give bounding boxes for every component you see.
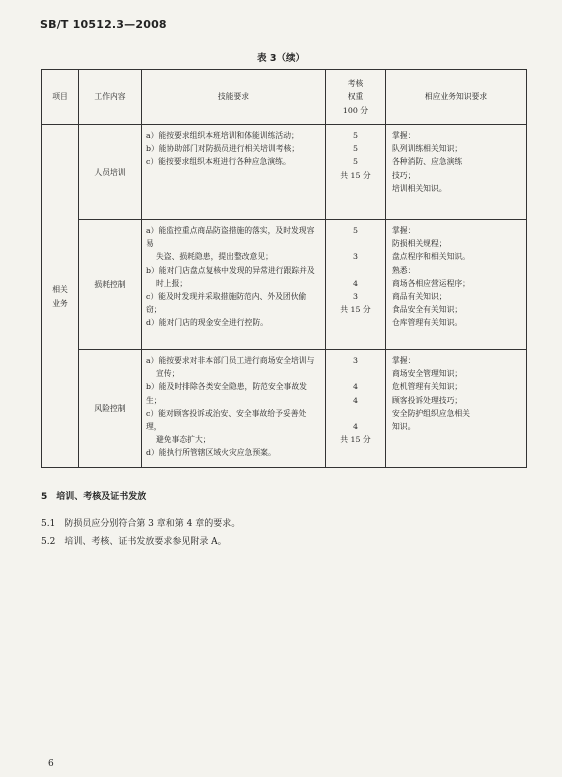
knowledge-line: 防损相关规程； bbox=[392, 239, 447, 249]
header-work: 工作内容 bbox=[79, 70, 142, 125]
weight-spacer bbox=[330, 237, 381, 250]
knowledge-line: 危机管理有关知识； bbox=[392, 382, 463, 392]
skill-line: 失盗、损耗隐患，提出整改意见； bbox=[156, 252, 273, 262]
knowledge-line: 顾客投诉处理技巧； bbox=[392, 395, 463, 405]
skill-line: b）能协助部门对防损员进行相关培训考核； bbox=[146, 144, 300, 154]
knowledge-line: 知识。 bbox=[392, 422, 416, 432]
weight-cell bbox=[326, 350, 386, 468]
skill-line: c）能及时发现并采取措施防范内、外及团伙偷窃； bbox=[146, 292, 307, 315]
standard-number: SB/T 10512.3—2008 bbox=[40, 18, 167, 31]
skill-line: d）能对门店的现金安全进行控防。 bbox=[146, 318, 268, 328]
header-item: 项目 bbox=[42, 70, 79, 125]
weight-value: 5 bbox=[353, 131, 358, 140]
skill-line: b）能及时排除各类安全隐患，防范安全事故发生； bbox=[146, 382, 307, 405]
category-cell bbox=[42, 125, 79, 468]
header-weight-line: 权重 bbox=[347, 92, 364, 102]
weight-total: 共 15 分 bbox=[340, 435, 371, 445]
weight-value: 5 bbox=[353, 157, 358, 167]
table-caption: 表 3（续） bbox=[257, 53, 305, 64]
skill-cell bbox=[142, 220, 326, 350]
skill-line: 时上报； bbox=[156, 278, 188, 288]
weight-value: 3 bbox=[353, 356, 358, 365]
skill-line: a）能按要求对非本部门员工进行商场安全培训与 bbox=[146, 356, 315, 365]
category-line: 业务 bbox=[52, 298, 68, 308]
weight-value: 4 bbox=[353, 395, 358, 405]
weight-value: 3 bbox=[353, 291, 358, 301]
knowledge-line: 掌握： bbox=[392, 131, 416, 140]
weight-spacer bbox=[330, 407, 381, 420]
skill-line: 宣传； bbox=[156, 369, 180, 379]
knowledge-line: 掌握： bbox=[392, 226, 416, 235]
clause-5-1: 5.1 防损员应分别符合第 3 章和第 4 章的要求。 bbox=[41, 519, 241, 529]
weight-spacer bbox=[330, 367, 381, 380]
weight-value: 5 bbox=[353, 144, 358, 154]
knowledge-line: 食品安全有关知识； bbox=[392, 305, 463, 315]
header-skill: 技能要求 bbox=[142, 70, 326, 125]
knowledge-cell bbox=[386, 220, 527, 350]
knowledge-line: 盘点程序和相关知识。 bbox=[392, 252, 470, 262]
category-line: 相关 bbox=[52, 285, 68, 295]
knowledge-cell bbox=[386, 125, 527, 220]
skill-line: c）能对顾客投诉或治安、安全事故给予妥善处理， bbox=[146, 408, 307, 432]
knowledge-line: 商品有关知识； bbox=[392, 292, 447, 302]
knowledge-line: 培训相关知识。 bbox=[392, 183, 447, 193]
table-header-row bbox=[42, 70, 527, 125]
weight-spacer bbox=[330, 264, 381, 277]
knowledge-line: 安全防护组织应急相关 bbox=[392, 408, 470, 418]
weight-total: 共 15 分 bbox=[340, 305, 371, 315]
weight-cell bbox=[326, 125, 386, 220]
header-weight bbox=[326, 70, 386, 125]
work-cell: 风险控制 bbox=[79, 350, 142, 468]
header-knowledge: 相应业务知识要求 bbox=[386, 70, 527, 125]
work-cell: 损耗控制 bbox=[79, 220, 142, 350]
header-weight-line: 考核 bbox=[347, 79, 364, 89]
page-number: 6 bbox=[48, 759, 54, 769]
header-weight-line: 100 分 bbox=[342, 105, 369, 115]
skill-line: c）能按要求组织本班进行各种应急演练。 bbox=[146, 157, 291, 167]
weight-total: 共 15 分 bbox=[340, 170, 371, 180]
work-cell: 人员培训 bbox=[79, 125, 142, 220]
skill-cell bbox=[142, 125, 326, 220]
weight-value: 4 bbox=[353, 421, 358, 431]
skill-line: 避免事态扩大； bbox=[156, 435, 211, 445]
skill-line: a）能按要求组织本班培训和体能训练活动； bbox=[146, 131, 299, 140]
knowledge-line: 队列训练相关知识； bbox=[392, 144, 463, 154]
skill-requirements-table bbox=[41, 69, 527, 468]
knowledge-line: 商场各相应营运程序； bbox=[392, 278, 470, 288]
skill-line: b）能对门店盘点复核中发现的异常进行跟踪并及 bbox=[146, 265, 315, 275]
table-row bbox=[42, 220, 527, 350]
knowledge-line: 熟悉： bbox=[392, 265, 416, 275]
skill-cell bbox=[142, 350, 326, 468]
knowledge-line: 掌握： bbox=[392, 356, 416, 365]
knowledge-line: 技巧； bbox=[392, 170, 416, 180]
weight-cell bbox=[326, 220, 386, 350]
clause-5-2: 5.2 培训、考核、证书发放要求参见附录 A。 bbox=[41, 537, 227, 547]
knowledge-line: 商场安全管理知识； bbox=[392, 369, 463, 379]
skill-line: d）能执行所管辖区域火灾应急预案。 bbox=[146, 448, 276, 458]
skill-line: a）能监控重点商品防盗措施的落实，及时发现容易 bbox=[146, 226, 315, 249]
table-row bbox=[42, 350, 527, 468]
section-title: 5 培训、考核及证书发放 bbox=[41, 492, 147, 502]
weight-value: 4 bbox=[353, 382, 358, 392]
weight-value: 4 bbox=[353, 278, 358, 288]
knowledge-line: 仓库管理有关知识。 bbox=[392, 318, 463, 328]
knowledge-cell bbox=[386, 350, 527, 468]
weight-value: 3 bbox=[353, 252, 358, 262]
knowledge-line: 各种消防、应急演练 bbox=[392, 157, 463, 167]
weight-value: 5 bbox=[353, 226, 358, 235]
table-row bbox=[42, 125, 527, 220]
